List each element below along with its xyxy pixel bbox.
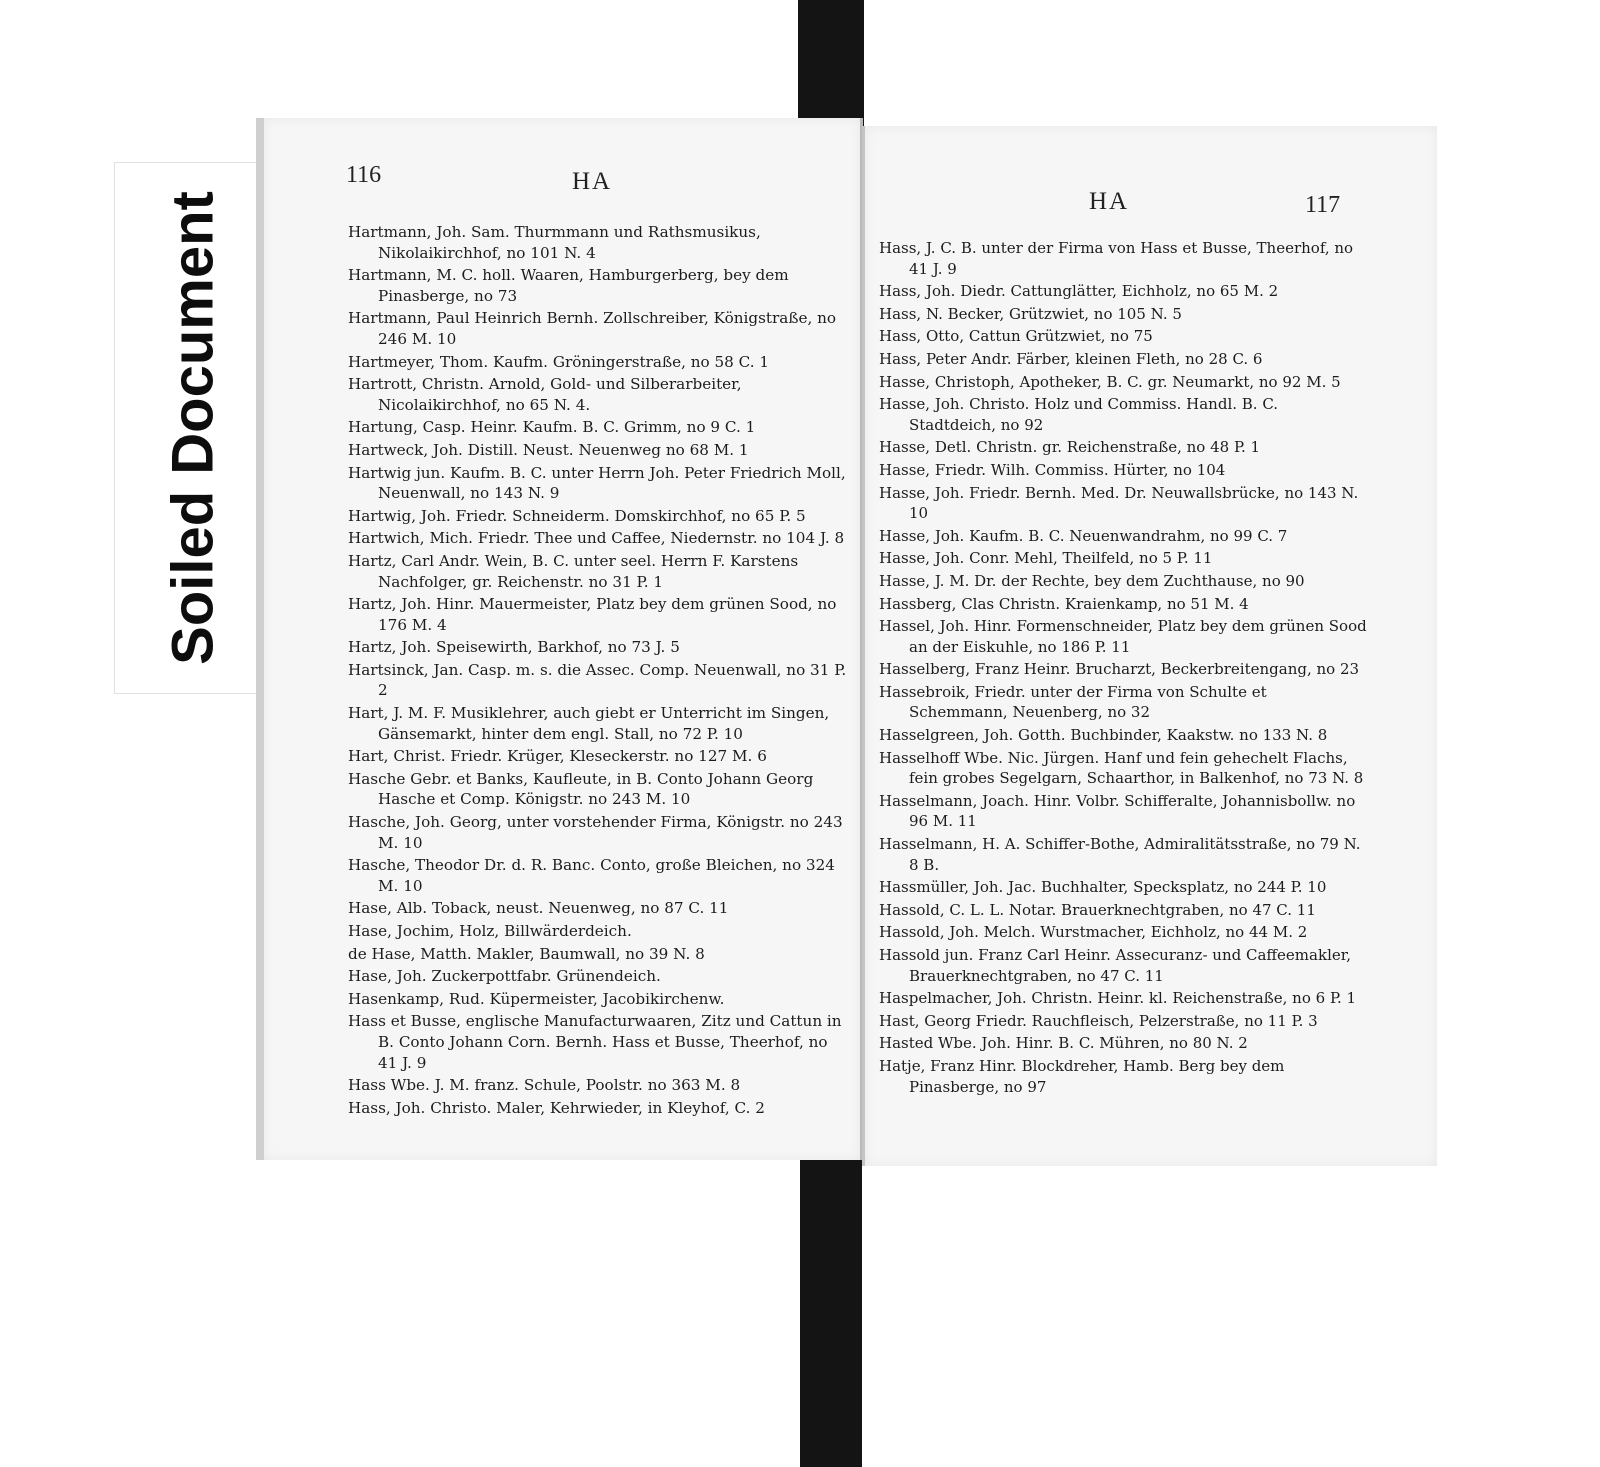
soiled-document-label bbox=[114, 162, 272, 694]
directory-entry: Hasche Gebr. et Banks, Kaufleute, in B. Conto Johann Georg Hasche et Comp. Königstr. no 243 M. 10 bbox=[348, 769, 814, 809]
directory-entry: Hart, Christ. Friedr. Krüger, Kleseckerstr. no 127 M. 6 bbox=[348, 747, 767, 766]
left-page-number: 116 bbox=[346, 162, 382, 188]
directory-entry: Hasche, Joh. Georg, unter vorstehender Firma, Königstr. no 243 M. 10 bbox=[348, 813, 843, 852]
directory-entry: Hass, J. C. B. unter der Firma von Hass et Busse, Theerhof, no 41 J. 9 bbox=[879, 239, 1354, 278]
left-page-heading: HA bbox=[572, 168, 613, 195]
directory-entry: Hassberg, Clas Christn. Kraienkamp, no 51 M. 4 bbox=[879, 594, 1249, 613]
directory-entry: Hase, Jochim, Holz, Billwärderdeich. bbox=[348, 922, 632, 940]
directory-entry: Hassold, Joh. Melch. Wurstmacher, Eichholz, no 44 M. 2 bbox=[879, 923, 1308, 942]
directory-entry: Haspelmacher, Joh. Christn. Heinr. kl. Reichenstraße, no 6 P. 1 bbox=[879, 989, 1357, 1008]
directory-entry: Hass, Otto, Cattun Grützwiet, no 75 bbox=[879, 327, 1153, 346]
directory-entry: Hartmann, Paul Heinrich Bernh. Zollschreiber, Königstraße, no 246 M. 10 bbox=[348, 309, 837, 348]
directory-entry: Hassel, Joh. Hinr. Formenschneider, Platz bey dem grünen Sood an der Eiskuhle, no 186 P. 11 bbox=[879, 617, 1367, 656]
directory-entry: Hass, Joh. Christo. Maler, Kehrwieder, in Kleyhof, C. 2 bbox=[348, 1098, 765, 1117]
directory-entry: Hatje, Franz Hinr. Blockdreher, Hamb. Berg bey dem Pinasberge, no 97 bbox=[879, 1056, 1285, 1096]
right-page-heading: HA bbox=[1089, 188, 1130, 215]
directory-entry: Hartrott, Christn. Arnold, Gold- und Silberarbeiter, Nicolaikirchhof, no 65 N. 4. bbox=[348, 375, 742, 414]
directory-entry: Hasselberg, Franz Heinr. Brucharzt, Beckerbreitengang, no 23 bbox=[879, 660, 1360, 679]
directory-entry: Hasselhoff Wbe. Nic. Jürgen. Hanf und fein gehechelt Flachs, fein grobes Segelgarn, Schaarthor, in Balkenhof, no 73 N. 8 bbox=[879, 748, 1364, 788]
right-page-number: 117 bbox=[1305, 192, 1341, 218]
directory-entry: Hasche, Theodor Dr. d. R. Banc. Conto, große Bleichen, no 324 M. 10 bbox=[348, 856, 835, 895]
directory-entry: Hartz, Joh. Speisewirth, Barkhof, no 73 J. 5 bbox=[348, 638, 680, 657]
directory-entry: Hartwig, Joh. Friedr. Schneiderm. Domskirchhof, no 65 P. 5 bbox=[348, 506, 806, 525]
directory-entry: Hassold jun. Franz Carl Heinr. Assecuranz- und Caffeemakler, Brauerknechtgraben, no 47 C. 11 bbox=[879, 946, 1352, 985]
directory-entry: Hass, Peter Andr. Färber, kleinen Fleth, no 28 C. 6 bbox=[879, 349, 1263, 368]
directory-entry: Hartmeyer, Thom. Kaufm. Gröningerstraße, no 58 C. 1 bbox=[348, 352, 770, 371]
left-entry-list bbox=[348, 222, 848, 1120]
directory-entry: Hasse, Joh. Christo. Holz und Commiss. Handl. B. C. Stadtdeich, no 92 bbox=[879, 395, 1279, 434]
directory-entry: Hasted Wbe. Joh. Hinr. B. C. Mühren, no 80 N. 2 bbox=[879, 1034, 1248, 1053]
directory-entry: Hasse, Joh. Friedr. Bernh. Med. Dr. Neuwallsbrücke, no 143 N. 10 bbox=[879, 483, 1359, 523]
directory-entry: de Hase, Matth. Makler, Baumwall, no 39 N. 8 bbox=[348, 944, 705, 963]
right-page bbox=[862, 126, 1437, 1166]
directory-entry: Hartmann, Joh. Sam. Thurmmann und Rathsmusikus, Nikolaikirchhof, no 101 N. 4 bbox=[348, 223, 761, 262]
directory-entry: Hast, Georg Friedr. Rauchfleisch, Pelzerstraße, no 11 P. 3 bbox=[879, 1011, 1318, 1030]
directory-entry: Hass, N. Becker, Grützwiet, no 105 N. 5 bbox=[879, 304, 1182, 323]
directory-entry: Hasselgreen, Joh. Gotth. Buchbinder, Kaakstw. no 133 N. 8 bbox=[879, 726, 1328, 745]
directory-entry: Hasse, Christoph, Apotheker, B. C. gr. Neumarkt, no 92 M. 5 bbox=[879, 372, 1341, 391]
directory-entry: Hass et Busse, englische Manufacturwaaren, Zitz und Cattun in B. Conto Johann Corn. Bernh. Hass et Busse, Theerhof, no 41 J. 9 bbox=[348, 1012, 842, 1072]
directory-entry: Hase, Joh. Zuckerpottfabr. Grünendeich. bbox=[348, 967, 661, 986]
right-entry-list bbox=[879, 238, 1369, 1099]
directory-entry: Hartwig jun. Kaufm. B. C. unter Herrn Joh. Peter Friedrich Moll, Neuenwall, no 143 N. 9 bbox=[348, 463, 846, 503]
directory-entry: Hasse, Joh. Conr. Mehl, Theilfeld, no 5 P. 11 bbox=[879, 549, 1213, 568]
directory-entry: Hasse, Joh. Kaufm. B. C. Neuenwandrahm, no 99 C. 7 bbox=[879, 526, 1288, 545]
left-page bbox=[256, 118, 863, 1160]
directory-entry: Hartwich, Mich. Friedr. Thee und Caffee, Niedernstr. no 104 J. 8 bbox=[348, 529, 845, 548]
directory-entry: Hasse, Friedr. Wilh. Commiss. Hürter, no 104 bbox=[879, 460, 1226, 479]
directory-entry: Hassold, C. L. L. Notar. Brauerknechtgraben, no 47 C. 11 bbox=[879, 900, 1316, 919]
directory-entry: Hartweck, Joh. Distill. Neust. Neuenweg no 68 M. 1 bbox=[348, 440, 749, 459]
directory-entry: Hasse, Detl. Christn. gr. Reichenstraße, no 48 P. 1 bbox=[879, 438, 1261, 457]
directory-entry: Hartung, Casp. Heinr. Kaufm. B. C. Grimm, no 9 C. 1 bbox=[348, 418, 756, 437]
directory-entry: Hasse, J. M. Dr. der Rechte, bey dem Zuchthause, no 90 bbox=[879, 571, 1305, 590]
directory-entry: Hartz, Joh. Hinr. Mauermeister, Platz bey dem grünen Sood, no 176 M. 4 bbox=[348, 595, 837, 634]
soiled-document-label-text: Soiled Document bbox=[160, 191, 226, 665]
binding-spine-top bbox=[798, 0, 864, 135]
directory-entry: Hass Wbe. J. M. franz. Schule, Poolstr. no 363 M. 8 bbox=[348, 1076, 741, 1095]
directory-entry: Hartz, Carl Andr. Wein, B. C. unter seel. Herrn F. Karstens Nachfolger, gr. Reichenstr. no 31 P. 1 bbox=[348, 551, 799, 591]
directory-entry: Hass, Joh. Diedr. Cattunglätter, Eichholz, no 65 M. 2 bbox=[879, 282, 1279, 301]
binding-spine-bottom bbox=[800, 1158, 862, 1467]
directory-entry: Hassebroik, Friedr. unter der Firma von Schulte et Schemmann, Neuenberg, no 32 bbox=[879, 682, 1267, 722]
directory-entry: Hasselmann, H. A. Schiffer-Bothe, Admiralitätsstraße, no 79 N. 8 B. bbox=[879, 835, 1361, 874]
directory-entry: Hart, J. M. F. Musiklehrer, auch giebt er Unterricht im Singen, Gänsemarkt, hinter dem engl. Stall, no 72 P. 10 bbox=[348, 704, 830, 743]
directory-entry: Hasenkamp, Rud. Küpermeister, Jacobikirchenw. bbox=[348, 989, 725, 1008]
directory-entry: Hassmüller, Joh. Jac. Buchhalter, Specksplatz, no 244 P. 10 bbox=[879, 878, 1327, 897]
directory-entry: Hartsinck, Jan. Casp. m. s. die Assec. Comp. Neuenwall, no 31 P. 2 bbox=[348, 660, 847, 700]
directory-entry: Hasselmann, Joach. Hinr. Volbr. Schifferalte, Johannisbollw. no 96 M. 11 bbox=[879, 791, 1356, 831]
directory-entry: Hase, Alb. Toback, neust. Neuenweg, no 87 C. 11 bbox=[348, 899, 729, 918]
directory-entry: Hartmann, M. C. holl. Waaren, Hamburgerberg, bey dem Pinasberge, no 73 bbox=[348, 266, 789, 305]
